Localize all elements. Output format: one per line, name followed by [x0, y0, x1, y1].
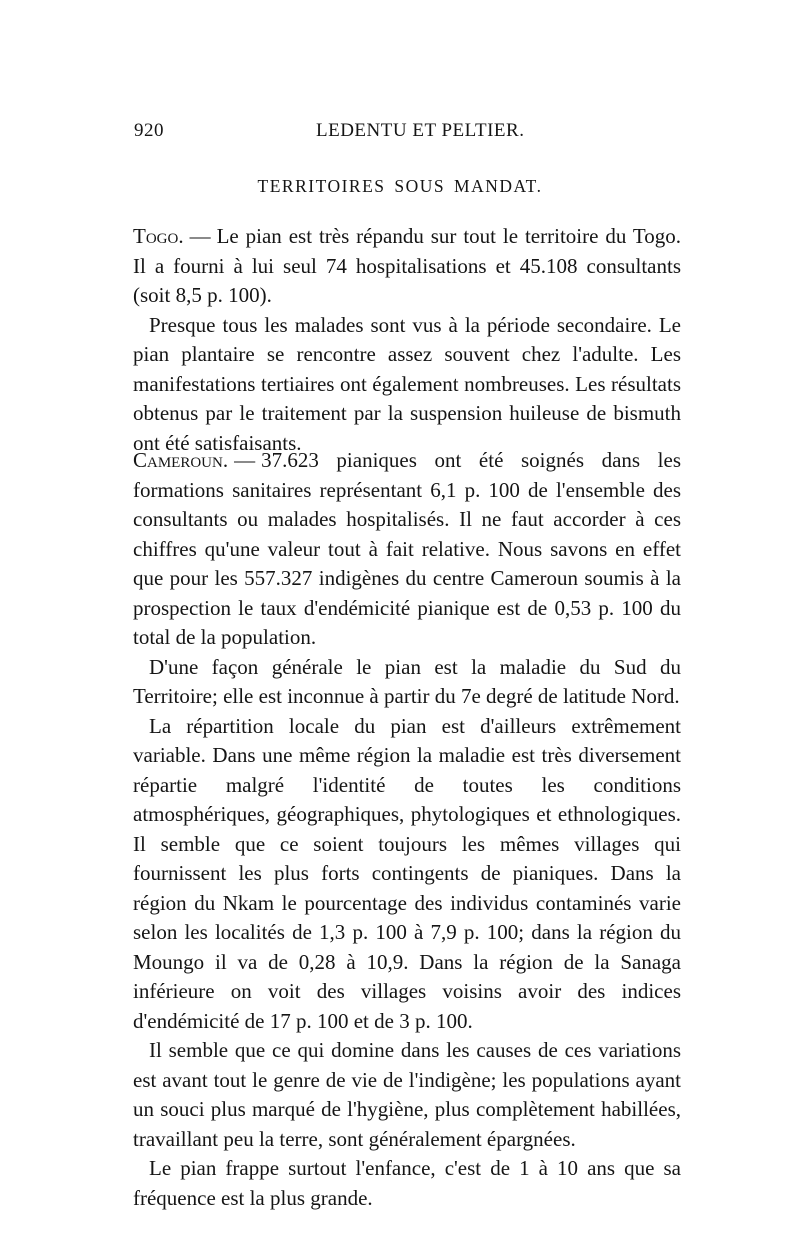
togo-paragraph-2: Presque tous les malades sont vus à la période secondaire. Le pian plantaire se rencontre assez souvent chez l'adulte. Les manifestations tertiaires ont également nombreuses. Les résultats obtenus par le traitement par la suspension huileuse de bismuth ont été satisfaisants.: [133, 312, 681, 455]
cameroun-dash: —: [234, 448, 256, 472]
cameroun-heading: Cameroun.: [133, 448, 229, 472]
section-title: TERRITOIRES SOUS MANDAT.: [257, 176, 543, 196]
togo-paragraph-1: [133, 222, 681, 311]
togo-dash: —: [189, 224, 211, 248]
cameroun-paragraph-5: Le pian frappe surtout l'enfance, c'est de 1 à 10 ans que sa fréquence est la plus grande.: [133, 1156, 681, 1210]
cameroun-paragraph-3: La répartition locale du pian est d'ailleurs extrêmement variable. Dans une même région la maladie est très diversement répartie malgré l'identité de toutes les conditions atmosphériques, géographiques, phytologiques et ethnologiques. Il semble que ce soient toujours les mêmes villages qui fournissent les plus forts contingents de pianiques. Dans la région du Nkam le pourcentage des individus contaminés varie selon les localités de 1,3 p. 100 à 7,9 p. 100; dans la région du Moungo il va de 0,28 à 10,9. Dans la région de la Sanaga inférieure on voit des villages voisins avoir des indices d'endémicité de 17 p. 100 et de 3 p. 100.: [133, 713, 681, 1033]
cameroun-section: [133, 446, 681, 1213]
page-number: 920: [134, 120, 164, 141]
cameroun-paragraph-1: [133, 446, 681, 653]
togo-heading: Togo.: [133, 224, 184, 248]
togo-section: [133, 222, 681, 458]
cameroun-paragraph-4: Il semble que ce qui domine dans les causes de ces variations est avant tout le genre de vie de l'indigène; les populations ayant un souci plus marqué de l'hygiène, plus complètement habillées, travaillant peu la terre, sont généralement épargnées.: [133, 1038, 681, 1151]
cameroun-paragraph-2: D'une façon générale le pian est la maladie du Sud du Territoire; elle est inconnue à partir du 7e degré de latitude Nord.: [133, 654, 681, 708]
togo-text-1: Le pian est très répandu sur tout le territoire du Togo. Il a fourni à lui seul 74 hospitalisations et 45.108 consultants (soit 8,5 p. 100).: [133, 224, 681, 307]
running-head: [134, 120, 679, 148]
running-title: LEDENTU ET PELTIER.: [316, 120, 525, 141]
cameroun-text-1: 37.623 pianiques ont été soignés dans les formations sanitaires représentant 6,1 p. 100 de l'ensemble des consultants ou malades hospitalisés. Il ne faut accorder à ces chiffres qu'une valeur tout à fait relative. Nous savons en effet que pour les 557.327 indigènes du centre Cameroun soumis à la prospection le taux d'endémicité pianique est de 0,53 p. 100 du total de la population.: [133, 448, 681, 649]
